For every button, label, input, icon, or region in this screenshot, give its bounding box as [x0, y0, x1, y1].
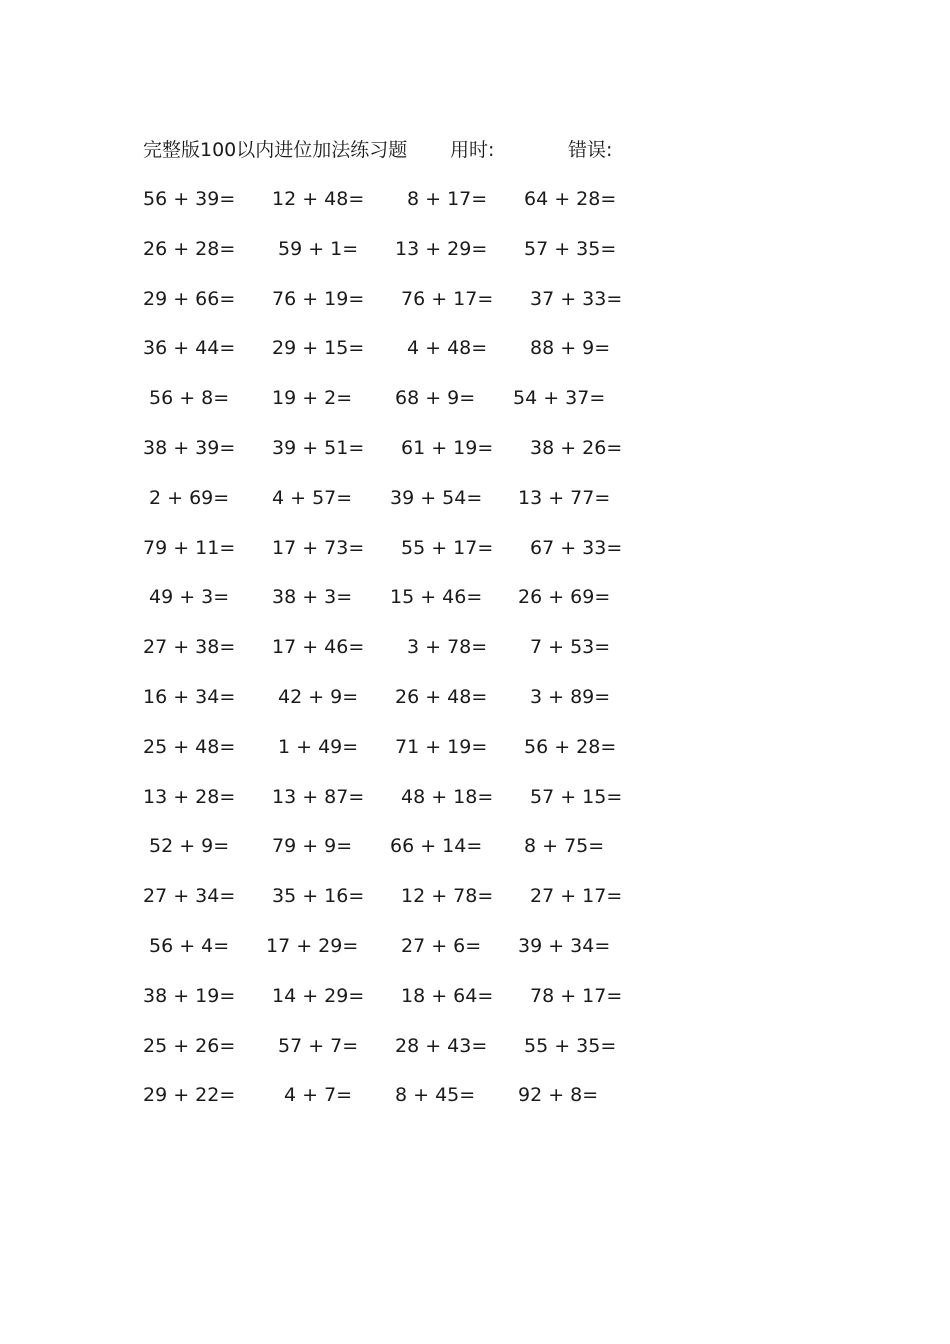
problem-row — [0, 433, 950, 483]
addition-problem: 15 + 46= — [390, 586, 483, 609]
addition-problem: 54 + 37= — [513, 387, 606, 410]
addition-problem: 26 + 28= — [143, 237, 236, 260]
addition-problem: 79 + 11= — [143, 536, 236, 559]
addition-problem: 26 + 69= — [518, 586, 611, 609]
problem-row — [0, 881, 950, 931]
problem-row — [0, 831, 950, 881]
addition-problem: 4 + 57= — [272, 486, 353, 509]
addition-problem: 68 + 9= — [395, 387, 476, 410]
addition-problem: 8 + 45= — [395, 1084, 476, 1107]
addition-problem: 12 + 48= — [272, 188, 365, 210]
addition-problem: 28 + 43= — [395, 1034, 488, 1057]
problem-row — [0, 632, 950, 682]
addition-problem: 26 + 48= — [395, 685, 488, 708]
addition-problem: 3 + 78= — [407, 636, 488, 659]
addition-problem: 1 + 49= — [278, 735, 359, 758]
problem-row — [0, 333, 950, 383]
addition-problem: 25 + 26= — [143, 1034, 236, 1057]
problem-row — [0, 234, 950, 284]
addition-problem: 37 + 33= — [530, 287, 623, 310]
addition-problem: 38 + 19= — [143, 984, 236, 1007]
addition-problem: 57 + 35= — [524, 237, 617, 260]
addition-problem: 27 + 38= — [143, 636, 236, 659]
addition-problem: 25 + 48= — [143, 735, 236, 758]
addition-problem: 78 + 17= — [530, 984, 623, 1007]
addition-problem: 13 + 87= — [272, 785, 365, 808]
addition-problem: 42 + 9= — [278, 685, 359, 708]
addition-problem: 12 + 78= — [401, 885, 494, 908]
addition-problem: 56 + 39= — [143, 188, 236, 210]
addition-problem: 59 + 1= — [278, 237, 359, 260]
worksheet-title: 完整版100以内进位加法练习题 — [143, 139, 408, 161]
error-label: 错误: — [568, 139, 613, 161]
addition-problem: 55 + 35= — [524, 1034, 617, 1057]
addition-problem: 57 + 7= — [278, 1034, 359, 1057]
addition-problem: 61 + 19= — [401, 436, 494, 459]
addition-problem: 39 + 54= — [390, 486, 483, 509]
addition-problem: 76 + 19= — [272, 287, 365, 310]
addition-problem: 3 + 89= — [530, 685, 611, 708]
addition-problem: 56 + 8= — [149, 387, 230, 410]
addition-problem: 66 + 14= — [390, 835, 483, 858]
addition-problem: 56 + 4= — [149, 934, 230, 957]
addition-problem: 4 + 48= — [407, 337, 488, 360]
addition-problem: 39 + 51= — [272, 436, 365, 459]
problem-row — [0, 184, 950, 234]
problem-row — [0, 732, 950, 782]
addition-problem: 48 + 18= — [401, 785, 494, 808]
addition-problem: 35 + 16= — [272, 885, 365, 908]
addition-problem: 71 + 19= — [395, 735, 488, 758]
problem-row — [0, 782, 950, 832]
addition-problem: 14 + 29= — [272, 984, 365, 1007]
addition-problem: 4 + 7= — [284, 1084, 353, 1107]
addition-problem: 56 + 28= — [524, 735, 617, 758]
addition-problem: 38 + 26= — [530, 436, 623, 459]
addition-problem: 88 + 9= — [530, 337, 611, 360]
addition-problem: 79 + 9= — [272, 835, 353, 858]
addition-problem: 64 + 28= — [524, 188, 617, 210]
problem-row — [0, 981, 950, 1031]
addition-problem: 2 + 69= — [149, 486, 230, 509]
addition-problem: 17 + 73= — [272, 536, 365, 559]
addition-problem: 8 + 17= — [407, 188, 488, 210]
problem-row — [0, 582, 950, 632]
addition-problem: 55 + 17= — [401, 536, 494, 559]
addition-problem: 67 + 33= — [530, 536, 623, 559]
addition-problem: 38 + 3= — [272, 586, 353, 609]
addition-problem: 27 + 17= — [530, 885, 623, 908]
addition-problem: 36 + 44= — [143, 337, 236, 360]
problem-row — [0, 931, 950, 981]
addition-problem: 38 + 39= — [143, 436, 236, 459]
addition-problem: 29 + 22= — [143, 1084, 236, 1107]
problem-row — [0, 284, 950, 334]
addition-problem: 27 + 34= — [143, 885, 236, 908]
problem-row — [0, 682, 950, 732]
addition-problem: 57 + 15= — [530, 785, 623, 808]
addition-problem: 13 + 29= — [395, 237, 488, 260]
addition-problem: 92 + 8= — [518, 1084, 599, 1107]
problem-row — [0, 483, 950, 533]
time-label: 用时: — [450, 139, 495, 161]
problem-row — [0, 383, 950, 433]
addition-problem: 29 + 15= — [272, 337, 365, 360]
addition-problem: 13 + 77= — [518, 486, 611, 509]
addition-problem: 19 + 2= — [272, 387, 353, 410]
addition-problem: 8 + 75= — [524, 835, 605, 858]
addition-problem: 27 + 6= — [401, 934, 482, 957]
problem-row — [0, 1080, 950, 1130]
addition-problem: 17 + 46= — [272, 636, 365, 659]
addition-problem: 17 + 29= — [266, 934, 359, 957]
problem-row — [0, 533, 950, 583]
addition-problem: 13 + 28= — [143, 785, 236, 808]
addition-problem: 39 + 34= — [518, 934, 611, 957]
addition-problem: 52 + 9= — [149, 835, 230, 858]
problem-grid — [0, 184, 950, 1130]
addition-problem: 16 + 34= — [143, 685, 236, 708]
addition-problem: 29 + 66= — [143, 287, 236, 310]
addition-problem: 18 + 64= — [401, 984, 494, 1007]
addition-problem: 7 + 53= — [530, 636, 611, 659]
addition-problem: 76 + 17= — [401, 287, 494, 310]
addition-problem: 49 + 3= — [149, 586, 230, 609]
problem-row — [0, 1031, 950, 1081]
